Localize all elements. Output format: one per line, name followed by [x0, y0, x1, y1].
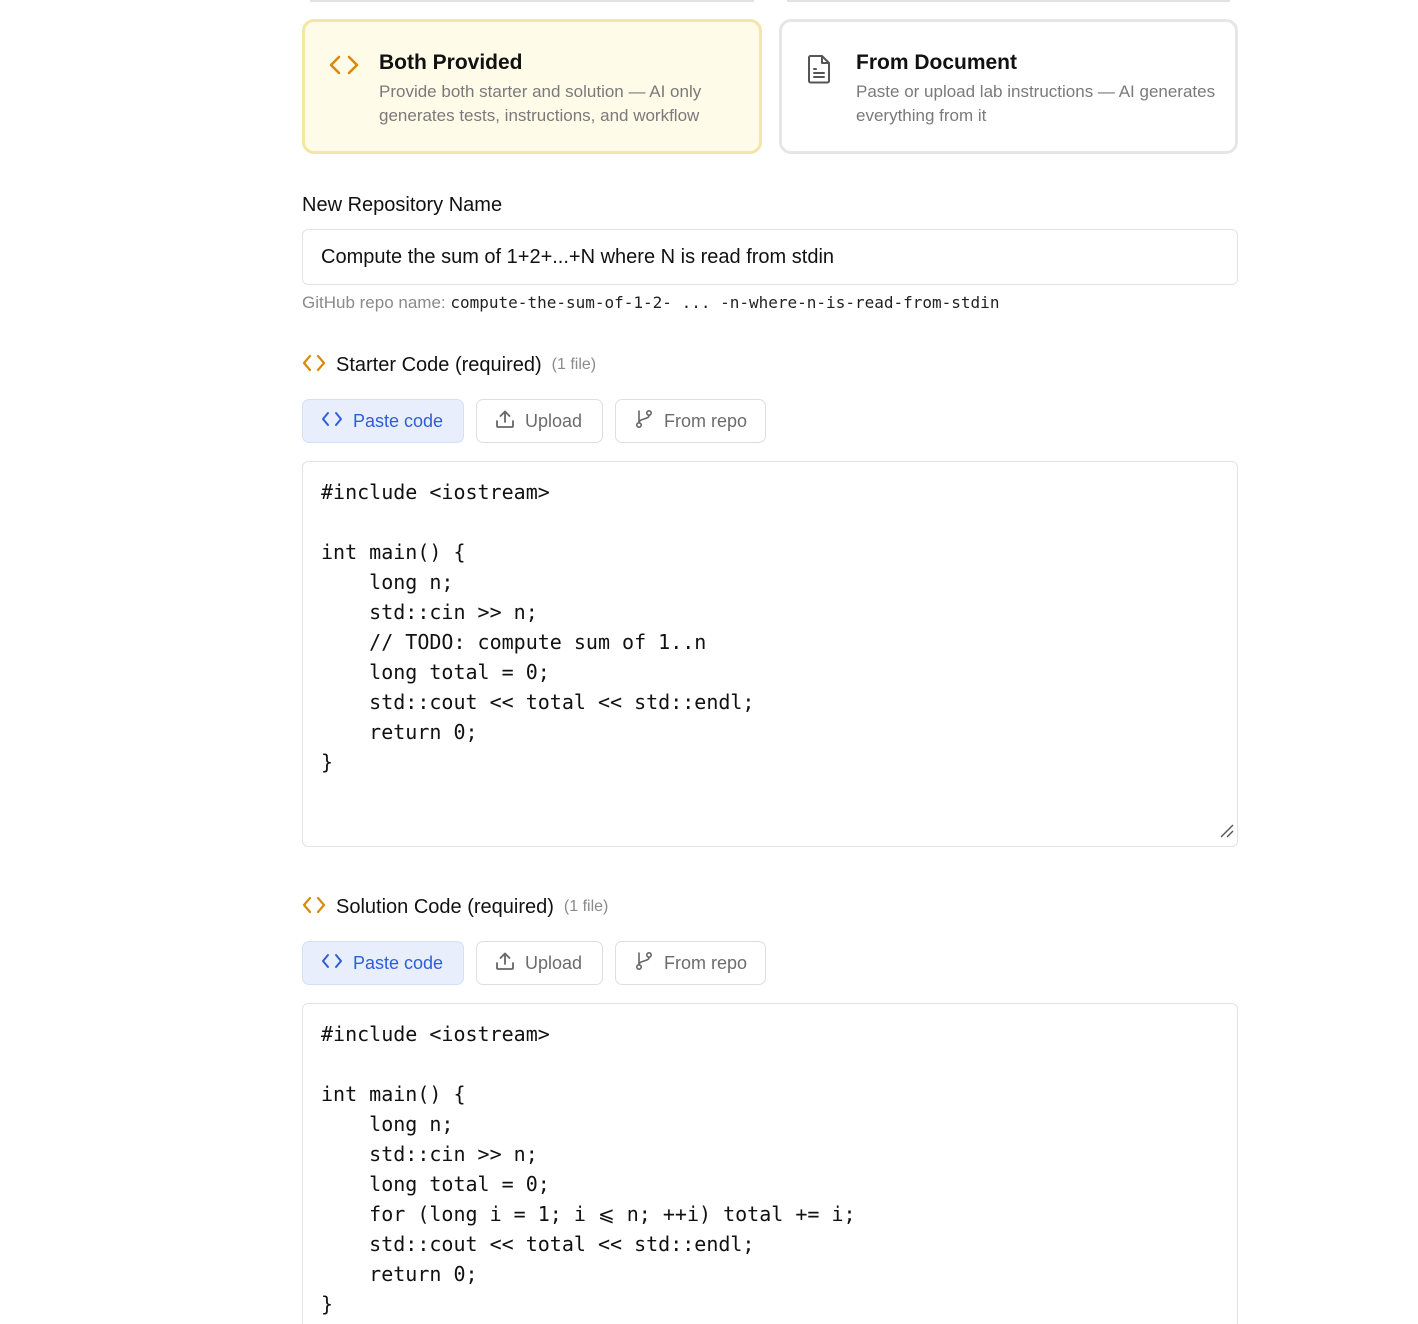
upload-icon: [495, 409, 515, 434]
tab-label: Upload: [525, 952, 583, 973]
code-brackets-icon: [302, 896, 326, 919]
tab-from-repo[interactable]: [615, 941, 766, 985]
mode-card-both-provided[interactable]: [302, 19, 762, 154]
starter-code-text[interactable]: #include <iostream> int main() { long n; std::cin >> n; // TODO: compute sum of 1..n long total = 0; std::cout << total << std::endl; return 0; }: [321, 480, 755, 774]
document-icon: [806, 50, 840, 151]
tab-label: From repo: [664, 410, 748, 431]
mode-card-from-document[interactable]: [779, 19, 1238, 154]
repo-name-input[interactable]: [302, 229, 1238, 285]
tab-paste-code[interactable]: [302, 941, 464, 985]
resize-handle-icon[interactable]: [1219, 823, 1235, 844]
git-branch-icon: [634, 409, 654, 434]
section-title: Solution Code (required): [336, 896, 554, 918]
tab-label: From repo: [664, 952, 748, 973]
tab-from-repo[interactable]: [615, 399, 766, 443]
repo-name-label: New Repository Name: [302, 194, 503, 216]
tab-upload[interactable]: [476, 399, 603, 443]
mode-title: From Document: [856, 51, 1018, 74]
starter-code-header: [302, 352, 596, 378]
solution-source-tabs: [302, 941, 766, 985]
mode-title: Both Provided: [379, 51, 523, 74]
solution-code-text[interactable]: #include <iostream> int main() { long n; std::cin >> n; long total = 0; for (long i = 1; i ⩽ n; ++i) total += i; std::cout << total << std::endl; return 0; }: [321, 1022, 856, 1316]
code-brackets-icon: [302, 354, 326, 377]
starter-source-tabs: [302, 399, 766, 443]
upload-icon: [495, 951, 515, 976]
tab-upload[interactable]: [476, 941, 603, 985]
code-brackets-icon: [321, 411, 343, 432]
card-edge-divider: [787, 0, 1230, 2]
git-branch-icon: [634, 951, 654, 976]
file-count: (1 file): [563, 898, 609, 915]
solution-code-editor[interactable]: [302, 1003, 1238, 1324]
repo-name-hint: [302, 291, 999, 315]
tab-label: Paste code: [353, 952, 444, 973]
starter-code-editor[interactable]: [302, 461, 1238, 847]
code-brackets-icon: [329, 50, 363, 151]
repo-slug: compute-the-sum-of-1-2- ... -n-where-n-is-read-from-stdin: [450, 293, 1000, 312]
code-brackets-icon: [321, 953, 343, 974]
mode-description: Provide both starter and solution — AI only generates tests, instructions, and workflow: [379, 82, 702, 125]
file-count: (1 file): [551, 356, 597, 373]
repo-hint-prefix: GitHub repo name:: [302, 293, 446, 312]
card-edge-divider: [310, 0, 754, 2]
tab-label: Upload: [525, 410, 583, 431]
section-title: Starter Code (required): [336, 354, 542, 376]
tab-paste-code[interactable]: [302, 399, 464, 443]
solution-code-header: [302, 894, 608, 920]
mode-description: Paste or upload lab instructions — AI generates everything from it: [856, 82, 1216, 125]
tab-label: Paste code: [353, 410, 444, 431]
